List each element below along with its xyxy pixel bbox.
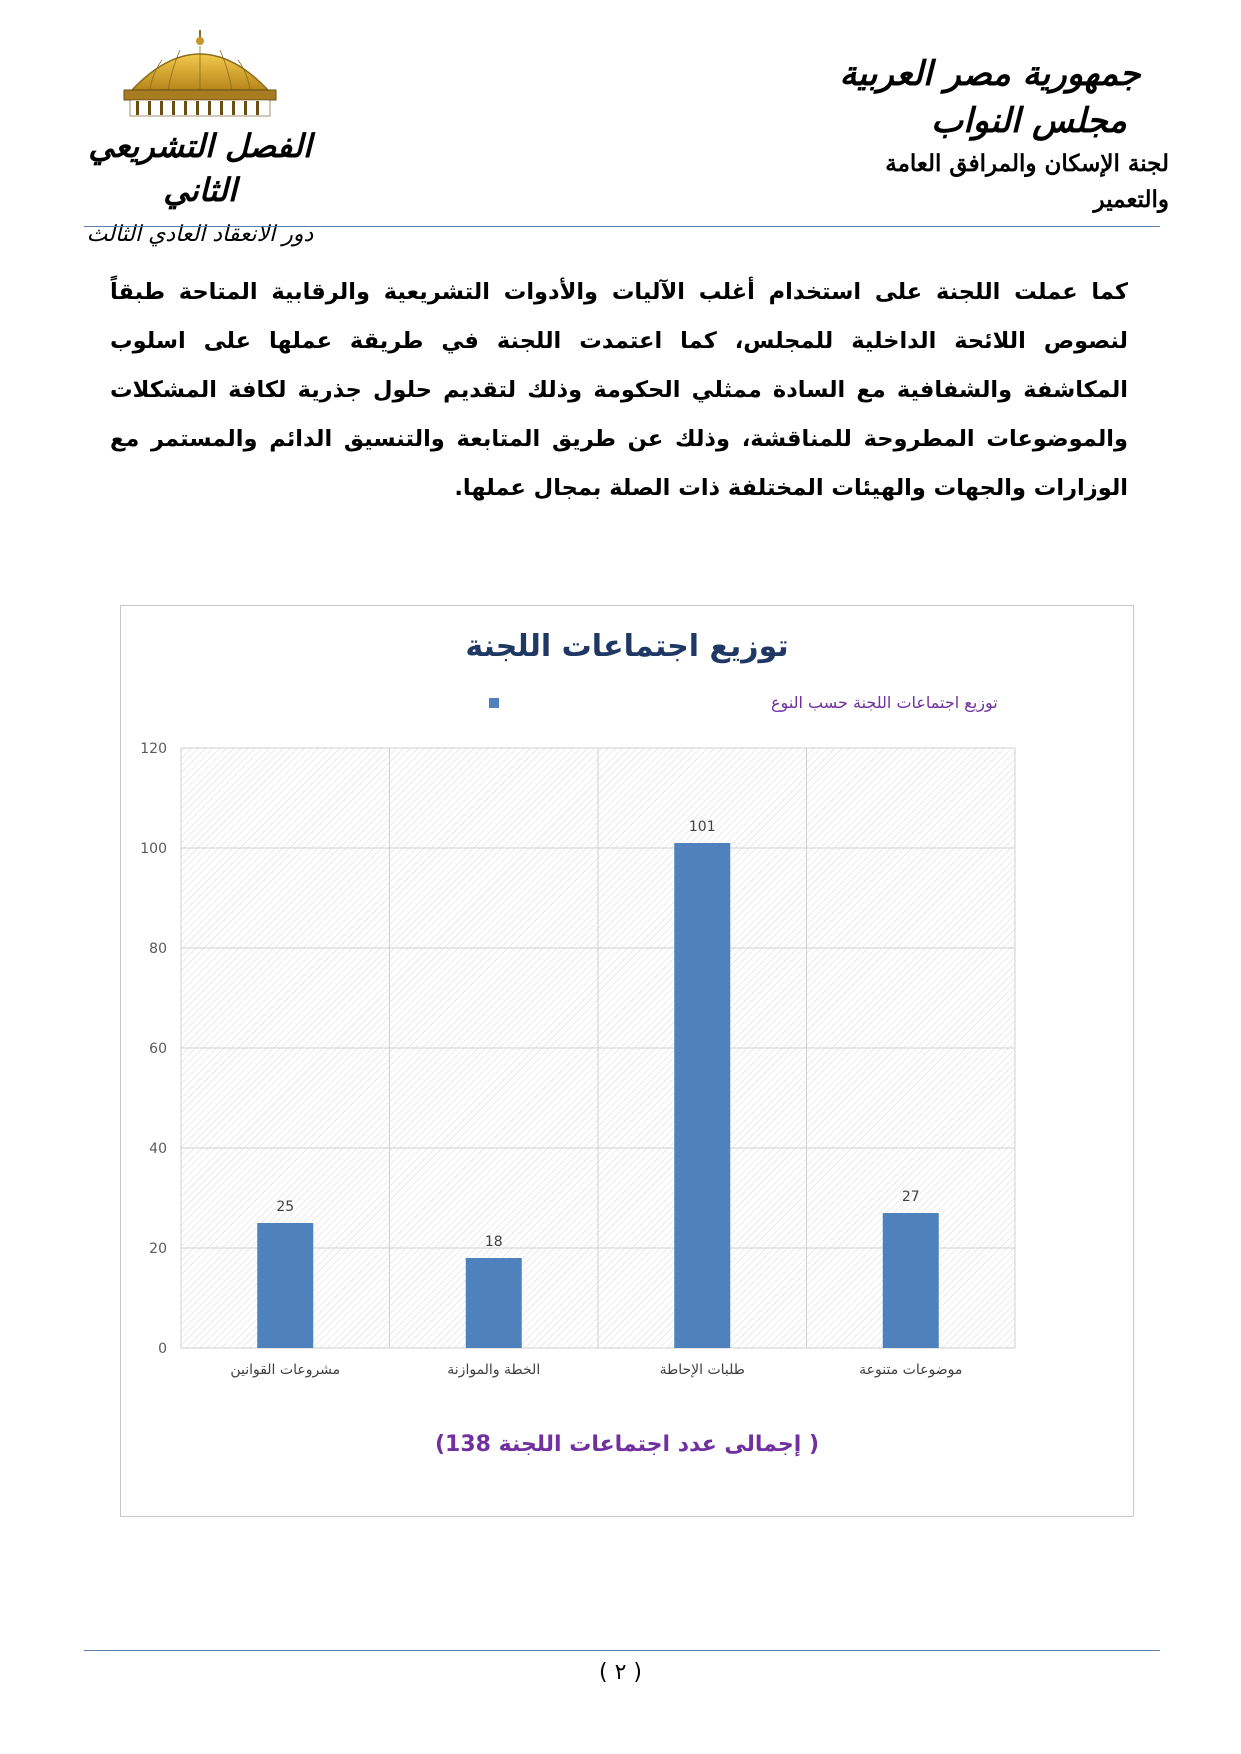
chart-caption: ( إجمالى عدد اجتماعات اللجنة 138) (434, 1432, 820, 1457)
body-paragraph: كما عملت اللجنة على استخدام أغلب الآليات والأدوات التشريعية والرقابية المتاحة طبقاً لنصوص اللائحة الداخلية للمجلس، كما اعتمدت اللجنة في طريقة عملها على اسلوب المكاشفة والشفافية مع السادة ممثلي الحكومة وذلك لتقديم حلول جذرية لكافة المشكلات والموضوعات المطروحة للمناقشة، وذلك عن طريق المتابعة والتنسيق الدائم والمستمر مع الوزارات والجهات والهيئات المختلفة ذات الصلة بمجال عملها. (110, 279, 1128, 501)
legend (489, 693, 998, 713)
bar-value-label: 18 (484, 1234, 503, 1250)
parliament-calligraphy: مجلس النواب (931, 101, 1127, 141)
y-tick-label: 120 (140, 741, 167, 757)
committee-name: لجنة الإسكان والمرافق العامة والتعمير (885, 150, 1169, 213)
header-left (70, 28, 330, 252)
bar-value-label: 25 (276, 1199, 295, 1215)
chart-title: توزيع اجتماعات اللجنة (465, 629, 789, 664)
x-category-label: الخطة والموازنة (447, 1362, 541, 1378)
x-category-label: طلبات الإحاطة (659, 1362, 745, 1378)
header-divider (84, 226, 1160, 227)
y-tick-label: 0 (158, 1341, 167, 1357)
bar-value-label: 27 (901, 1189, 920, 1205)
x-category-label: موضوعات متنوعة (859, 1362, 963, 1378)
bar (883, 1213, 939, 1348)
header-right (829, 52, 1169, 218)
y-tick-label: 20 (149, 1241, 167, 1257)
dome-icon (110, 28, 290, 118)
y-axis-ticks (140, 741, 167, 1357)
x-category-label: مشروعات القوانين (230, 1362, 341, 1378)
session-name: دور الانعقاد العادي الثالث (86, 222, 314, 247)
legislative-term: الفصل التشريعي الثاني (88, 127, 312, 209)
footer-divider (84, 1650, 1160, 1651)
y-tick-label: 40 (149, 1141, 167, 1157)
legend-swatch (489, 698, 499, 708)
y-tick-label: 60 (149, 1041, 167, 1057)
page-number: ( ٢ ) (599, 1660, 642, 1685)
x-axis-categories (230, 1362, 962, 1378)
bar (466, 1258, 522, 1348)
chart-frame (120, 605, 1134, 1517)
republic-calligraphy: جمهورية مصر العربية (839, 54, 1141, 94)
y-tick-label: 80 (149, 941, 167, 957)
bar-value-label: 101 (688, 819, 716, 835)
legend-label: توزيع اجتماعات اللجنة حسب النوع (771, 693, 998, 712)
y-tick-label: 100 (140, 841, 167, 857)
bar (674, 843, 730, 1348)
bar (257, 1223, 313, 1348)
bar-chart (121, 606, 1133, 1516)
